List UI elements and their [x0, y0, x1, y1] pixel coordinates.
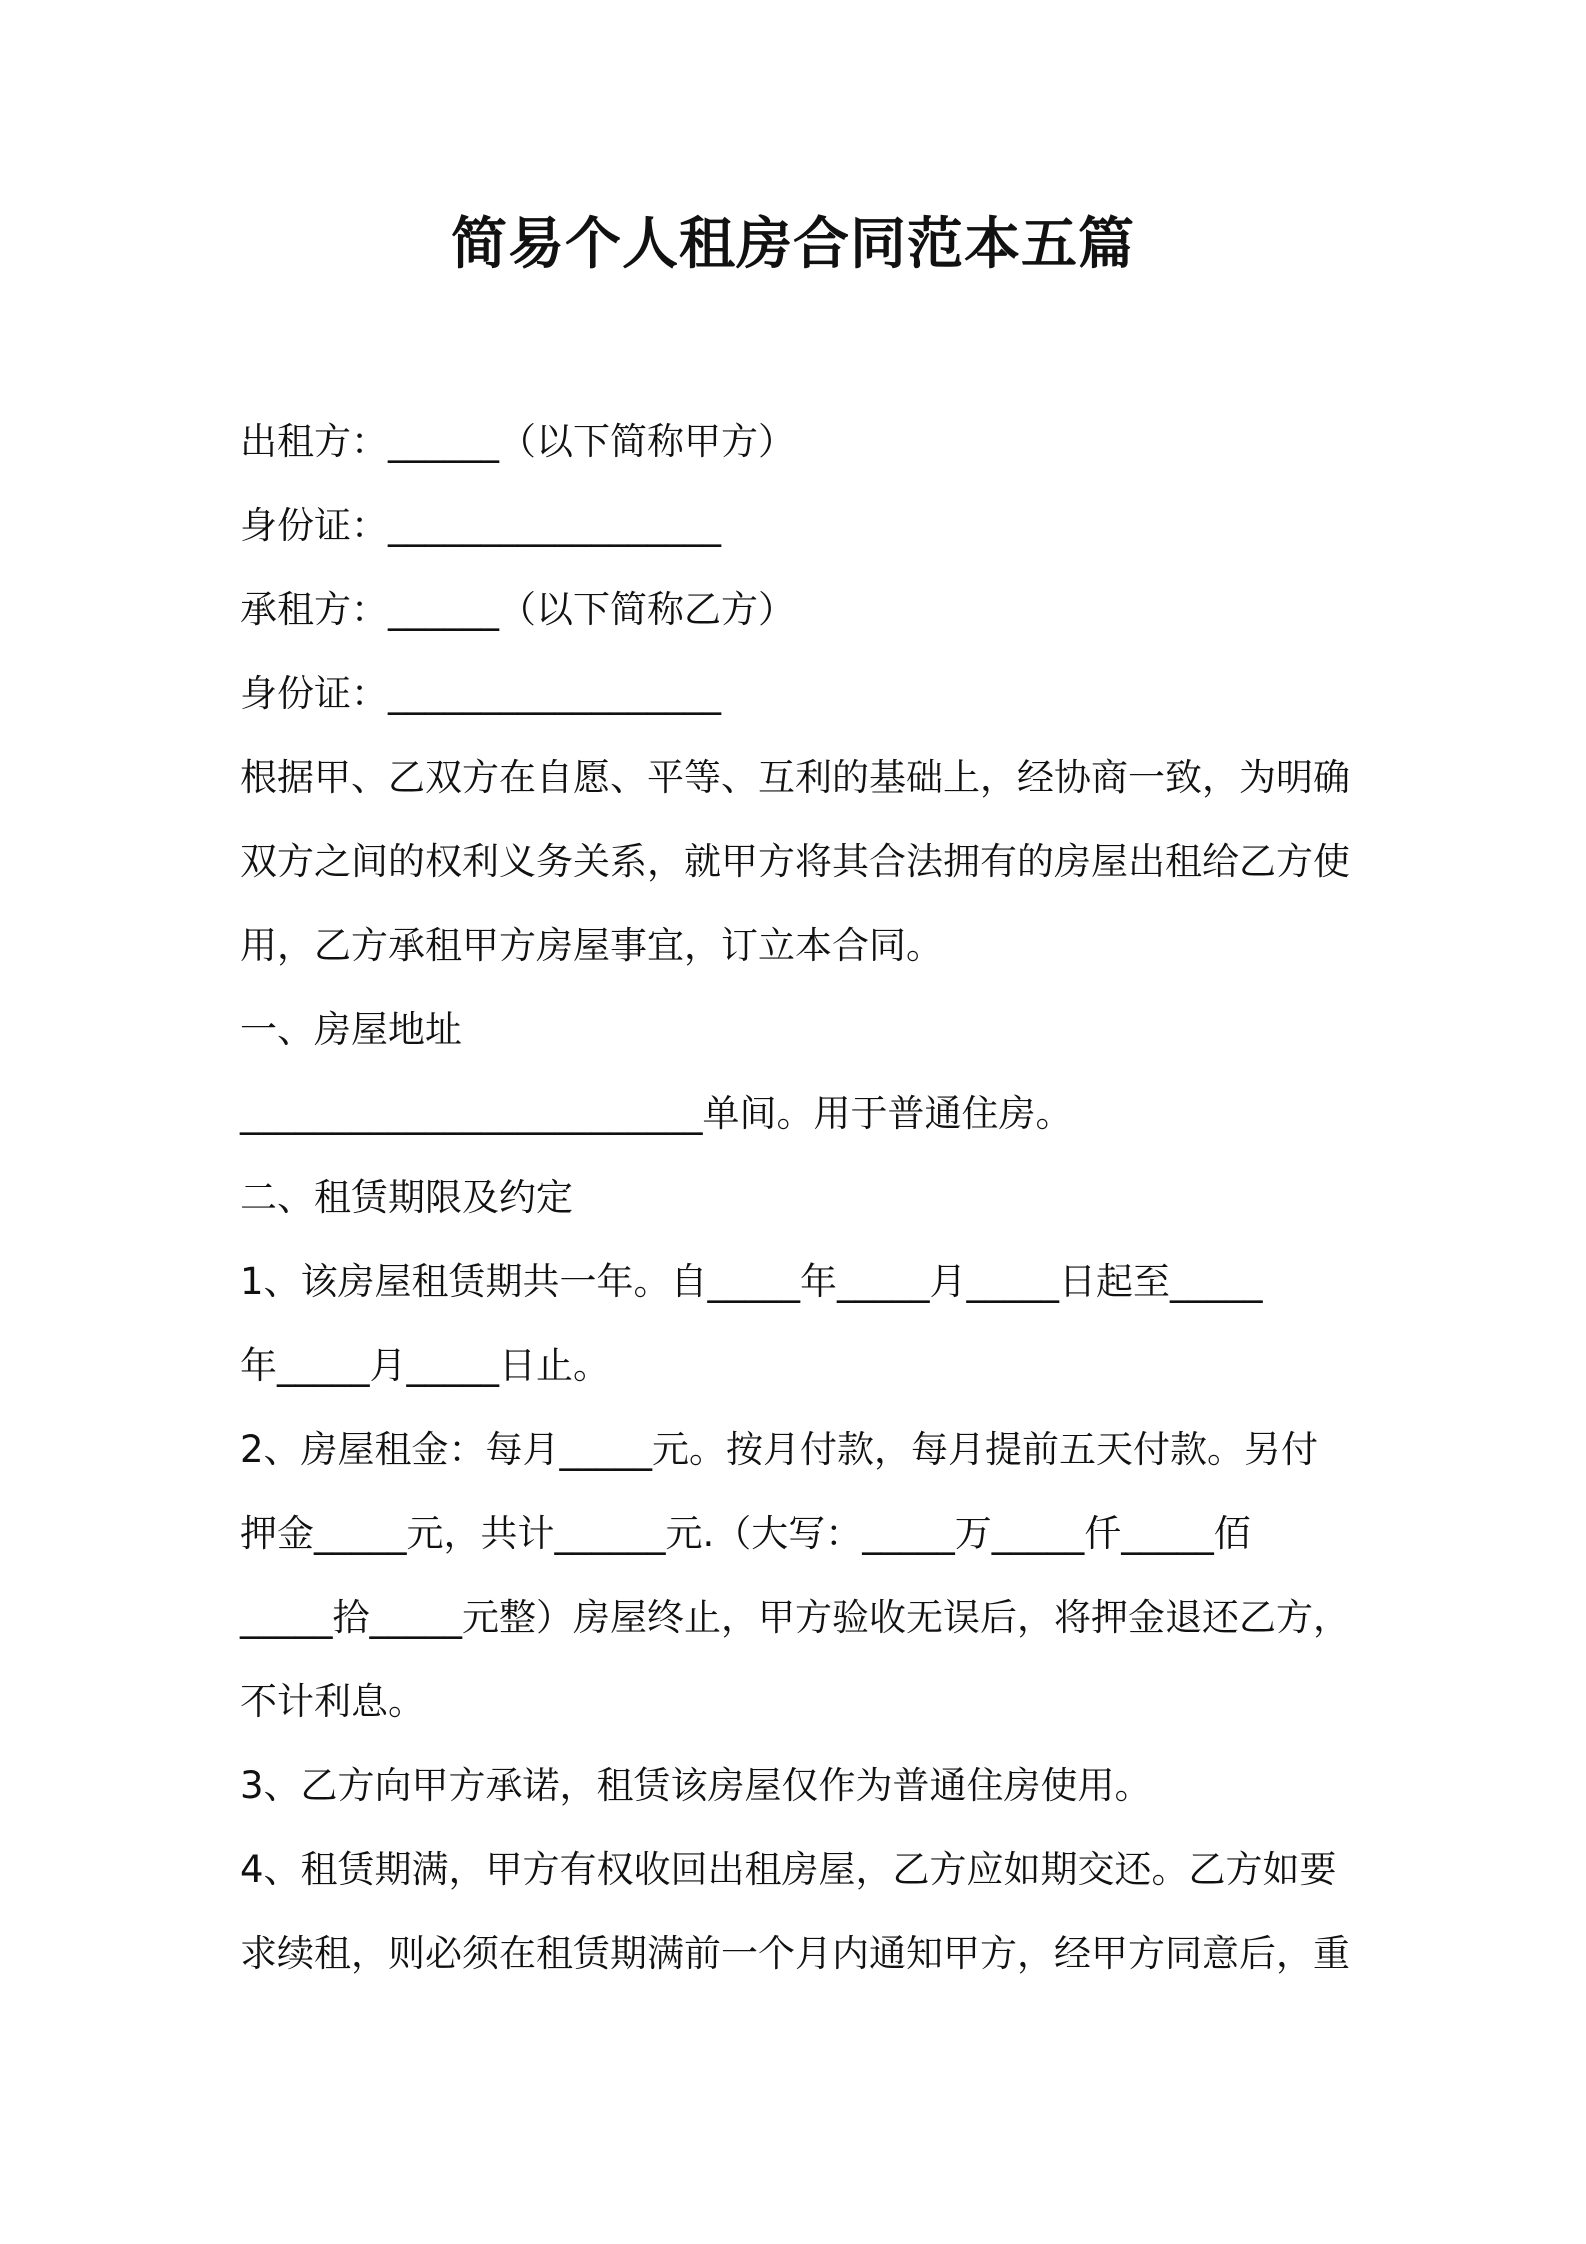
party-b-id-line: 身份证：__________________ [240, 672, 721, 715]
paragraph-line: 年_____月_____日止。 [240, 1344, 610, 1387]
paragraph-line: 用，乙方承租甲方房屋事宜，订立本合同。 [240, 924, 943, 967]
paragraph-line: 3、乙方向甲方承诺，租赁该房屋仅作为普通住房使用。 [240, 1764, 1152, 1807]
party-a-id-line: 身份证：__________________ [240, 504, 721, 547]
paragraph-line: 求续租，则必须在租赁期满前一个月内通知甲方，经甲方同意后，重 [240, 1932, 1350, 1975]
paragraph-line: 1、该房屋租赁期共一年。自_____年_____月_____日起至_____ [240, 1260, 1263, 1303]
paragraph-line: 2、房屋租金：每月_____元。按月付款，每月提前五天付款。另付 [240, 1428, 1319, 1471]
paragraph-line: _________________________单间。用于普通住房。 [240, 1092, 1073, 1135]
document-body [240, 400, 1370, 1996]
party-b-line: 承租方：______（以下简称乙方） [240, 588, 795, 631]
paragraph-line: 4、租赁期满，甲方有权收回出租房屋，乙方应如期交还。乙方如要 [240, 1848, 1337, 1891]
paragraph-line: 双方之间的权利义务关系，就甲方将其合法拥有的房屋出租给乙方使 [240, 840, 1350, 883]
party-a-line: 出租方：______（以下简称甲方） [240, 420, 795, 463]
document-title: 简易个人租房合同范本五篇 [451, 212, 1135, 277]
paragraph-line: 不计利息。 [240, 1680, 425, 1723]
section-heading: 二、租赁期限及约定 [240, 1176, 573, 1219]
paragraph-line: 押金_____元，共计______元.（大写：_____万_____仟_____佰 [240, 1512, 1251, 1555]
paragraph-line: 根据甲、乙双方在自愿、平等、互利的基础上，经协商一致，为明确 [240, 756, 1350, 799]
paragraph-line: _____拾_____元整）房屋终止，甲方验收无误后，将押金退还乙方， [240, 1596, 1350, 1639]
section-heading: 一、房屋地址 [240, 1008, 462, 1051]
